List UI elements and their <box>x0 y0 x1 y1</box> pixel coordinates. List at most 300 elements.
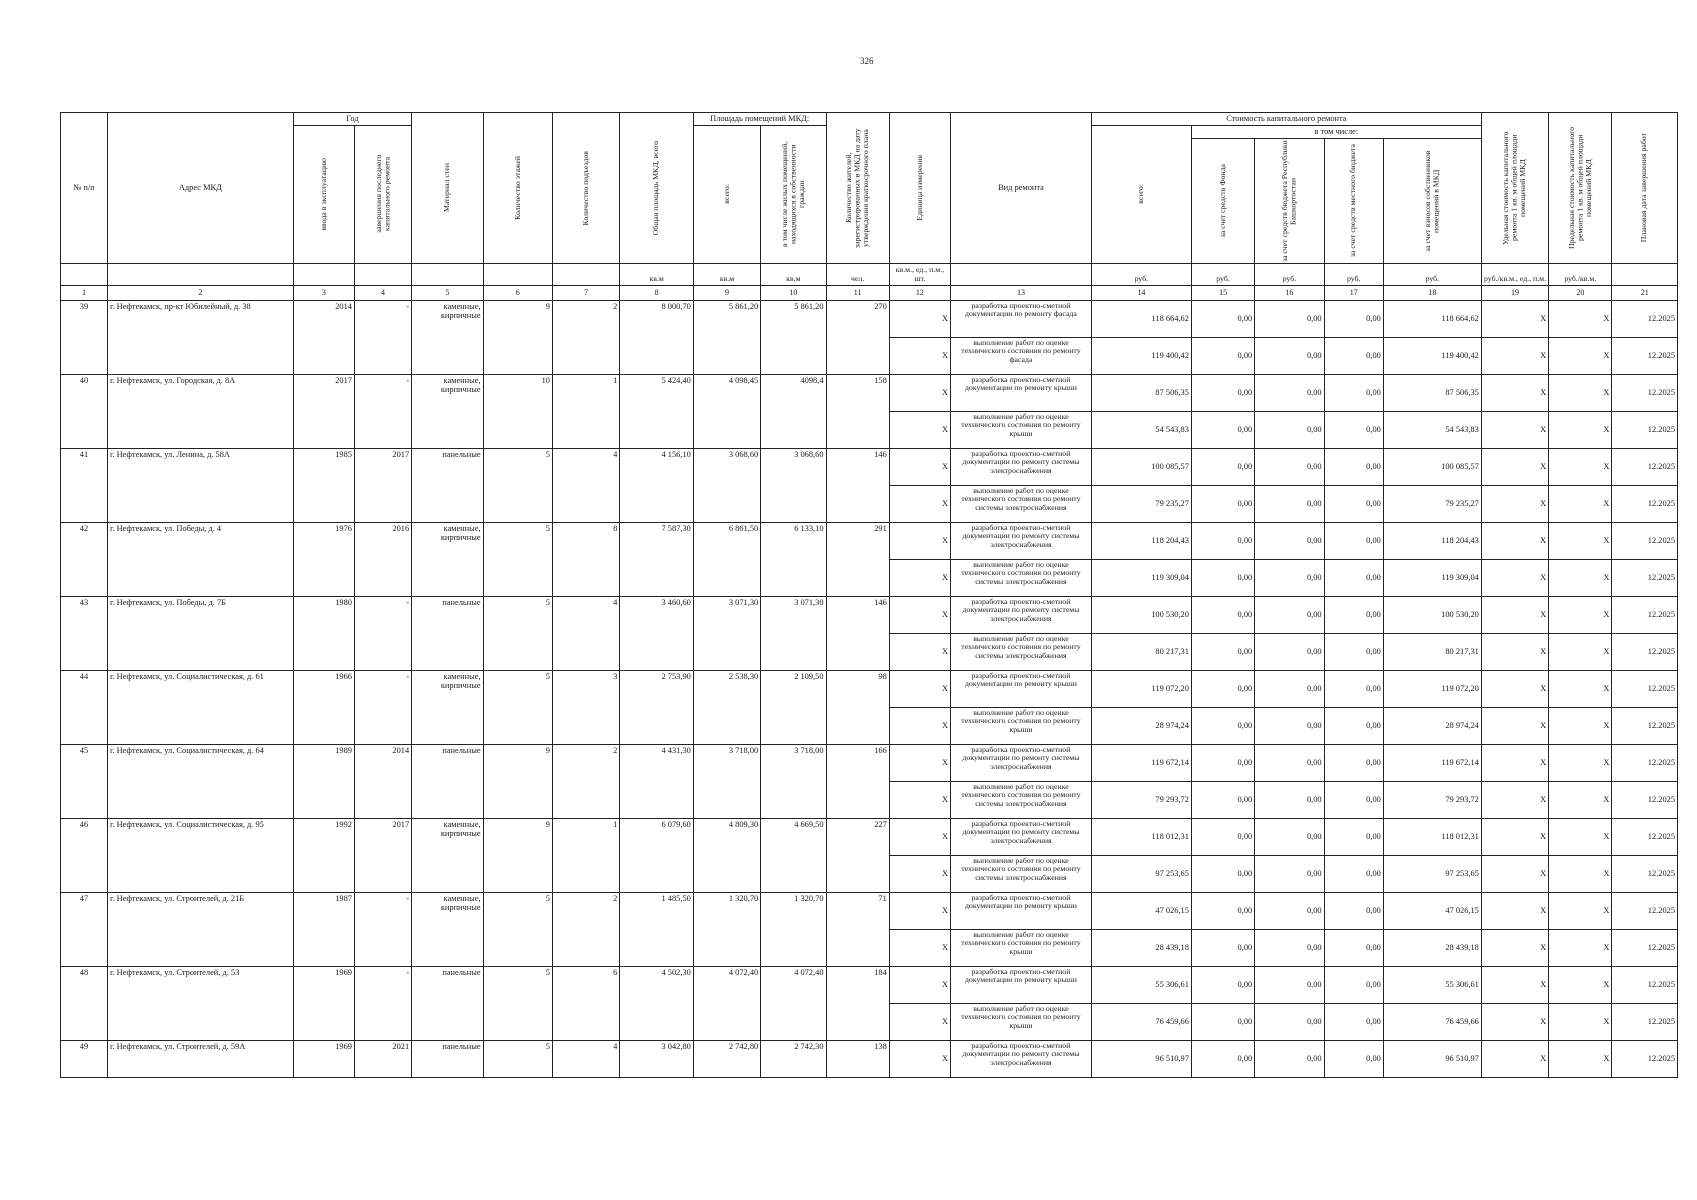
year-commission-cell: 1966 <box>293 670 354 744</box>
year-commission-cell: 1985 <box>293 448 354 522</box>
address-cell: г. Нефтекамск, ул. Строителей, д. 21Б <box>107 892 293 966</box>
cost-total-cell: 79 235,27 <box>1091 485 1191 522</box>
material-cell: каменные, кирпичные <box>412 892 483 966</box>
unit-cell <box>61 263 108 285</box>
material-cell: каменные, кирпичные <box>412 670 483 744</box>
material-cell: панельные <box>412 966 483 1040</box>
cost-local-cell: 0,00 <box>1324 966 1383 1003</box>
unit-mark-cell: X <box>889 485 950 522</box>
header-premises-area: Площадь помещений МКД: <box>693 113 826 126</box>
residents-cell: 166 <box>826 744 889 818</box>
unit-mark-cell: X <box>889 670 950 707</box>
cost-local-cell: 0,00 <box>1324 448 1383 485</box>
max-cost-cell: X <box>1549 966 1612 1003</box>
cost-local-cell: 0,00 <box>1324 300 1383 337</box>
address-cell: г. Нефтекамск, ул. Победы, д. 7Б <box>107 596 293 670</box>
entrances-cell: 8 <box>552 522 619 596</box>
premises-total-cell: 3 718,00 <box>693 744 760 818</box>
cost-total-cell: 119 309,04 <box>1091 559 1191 596</box>
cost-total-cell: 119 400,42 <box>1091 337 1191 374</box>
plan-date-cell: 12.2025 <box>1612 892 1678 929</box>
max-cost-cell: X <box>1549 818 1612 855</box>
floors-cell: 5 <box>483 966 552 1040</box>
repair-type-cell: разработка проектно-сметной документации по ремонту системы электроснабжения <box>951 596 1092 633</box>
cost-republic-cell: 0,00 <box>1255 633 1324 670</box>
specific-cost-cell: X <box>1481 633 1548 670</box>
plan-date-cell: 12.2025 <box>1612 559 1678 596</box>
entrances-cell: 3 <box>552 670 619 744</box>
cost-owners-cell: 119 072,20 <box>1383 670 1481 707</box>
header-local-cell <box>1324 138 1383 263</box>
unit-cell <box>483 263 552 285</box>
plan-date-cell: 12.2025 <box>1612 966 1678 1003</box>
address-cell: г. Нефтекамск, ул. Строителей, д. 53 <box>107 966 293 1040</box>
cost-owners-cell: 118 664,62 <box>1383 300 1481 337</box>
specific-cost-cell: X <box>1481 855 1548 892</box>
year-commission-cell: 1969 <box>293 966 354 1040</box>
year-commission-cell: 2014 <box>293 300 354 374</box>
entrances-cell: 4 <box>552 1040 619 1077</box>
unit-mark-cell: X <box>889 966 950 1003</box>
cost-owners-cell: 76 459,66 <box>1383 1003 1481 1040</box>
cost-fund-cell: 0,00 <box>1191 818 1254 855</box>
cost-local-cell: 0,00 <box>1324 781 1383 818</box>
year-commission-cell: 1976 <box>293 522 354 596</box>
cost-republic-cell: 0,00 <box>1255 1003 1324 1040</box>
plan-date-cell: 12.2025 <box>1612 633 1678 670</box>
plan-date-cell: 12.2025 <box>1612 596 1678 633</box>
entrances-cell: 6 <box>552 966 619 1040</box>
row-number: 45 <box>61 744 108 818</box>
plan-date-cell: 12.2025 <box>1612 485 1678 522</box>
unit-mark-cell: X <box>889 855 950 892</box>
premises-total-cell: 4 098,45 <box>693 374 760 448</box>
residents-cell: 138 <box>826 1040 889 1077</box>
column-number-cell: 9 <box>693 285 760 300</box>
row-number: 48 <box>61 966 108 1040</box>
unit-cell: руб. <box>1091 263 1191 285</box>
cost-republic-cell: 0,00 <box>1255 670 1324 707</box>
unit-cell: руб. <box>1191 263 1254 285</box>
header-year-commission: ввода в эксплуатацию <box>318 157 328 231</box>
max-cost-cell: X <box>1549 707 1612 744</box>
cost-local-cell: 0,00 <box>1324 1040 1383 1077</box>
material-cell: панельные <box>412 596 483 670</box>
header-premises-total-cell <box>693 125 760 263</box>
table-row <box>61 374 1678 411</box>
premises-total-cell: 2 742,80 <box>693 1040 760 1077</box>
column-number-cell: 2 <box>107 285 293 300</box>
cost-owners-cell: 118 204,43 <box>1383 522 1481 559</box>
cost-fund-cell: 0,00 <box>1191 929 1254 966</box>
column-number-cell: 3 <box>293 285 354 300</box>
cost-local-cell: 0,00 <box>1324 670 1383 707</box>
unit-mark-cell: X <box>889 374 950 411</box>
cost-republic-cell: 0,00 <box>1255 707 1324 744</box>
premises-capital-cell: 4098,4 <box>761 374 826 448</box>
header-year-repair-cell <box>354 125 411 263</box>
year-repair-cell: - <box>354 670 411 744</box>
cost-republic-cell: 0,00 <box>1255 411 1324 448</box>
address-cell: г. Нефтекамск, ул. Социалистическая, д. 61 <box>107 670 293 744</box>
header-cost-total-cell <box>1091 125 1191 263</box>
header-entrances-cell <box>552 113 619 264</box>
specific-cost-cell: X <box>1481 596 1548 633</box>
header-premises-total: всего: <box>721 184 731 204</box>
premises-capital-cell: 4 669,50 <box>761 818 826 892</box>
repair-type-cell: выполнение работ по оценке технического состояния по ремонту крыши <box>951 929 1092 966</box>
header-republic: за счет средств бюджета Республики Башкортостан <box>1279 139 1298 262</box>
cost-local-cell: 0,00 <box>1324 818 1383 855</box>
year-repair-cell: 2016 <box>354 522 411 596</box>
header-cost-total: всего: <box>1136 184 1146 204</box>
specific-cost-cell: X <box>1481 1040 1548 1077</box>
year-repair-cell: - <box>354 596 411 670</box>
header-material: Материал стен <box>442 163 452 213</box>
repair-type-cell: разработка проектно-сметной документации по ремонту системы электроснабжения <box>951 1040 1092 1077</box>
header-year: Год <box>293 113 411 126</box>
max-cost-cell: X <box>1549 929 1612 966</box>
total-area-cell: 5 424,40 <box>620 374 693 448</box>
unit-cell <box>552 263 619 285</box>
max-cost-cell: X <box>1549 300 1612 337</box>
unit-mark-cell: X <box>889 1003 950 1040</box>
floors-cell: 10 <box>483 374 552 448</box>
units-row <box>61 263 1678 285</box>
header-address: Адрес МКД <box>107 113 293 264</box>
cost-fund-cell: 0,00 <box>1191 300 1254 337</box>
cost-republic-cell: 0,00 <box>1255 1040 1324 1077</box>
floors-cell: 9 <box>483 744 552 818</box>
cost-republic-cell: 0,00 <box>1255 855 1324 892</box>
floors-cell: 5 <box>483 670 552 744</box>
specific-cost-cell: X <box>1481 485 1548 522</box>
cost-total-cell: 28 439,18 <box>1091 929 1191 966</box>
table-row <box>61 448 1678 485</box>
premises-total-cell: 2 538,30 <box>693 670 760 744</box>
plan-date-cell: 12.2025 <box>1612 1003 1678 1040</box>
cost-fund-cell: 0,00 <box>1191 522 1254 559</box>
residents-cell: 270 <box>826 300 889 374</box>
column-number-cell: 5 <box>412 285 483 300</box>
residents-cell: 227 <box>826 818 889 892</box>
header-residents-cell <box>826 113 889 264</box>
header-owners: за счет взносов собственников помещений в МКД <box>1422 149 1441 252</box>
unit-cell <box>951 263 1092 285</box>
unit-cell: кв.м., ед., п.м., шт. <box>889 263 950 285</box>
year-repair-cell: 2017 <box>354 818 411 892</box>
column-number-cell: 17 <box>1324 285 1383 300</box>
cost-total-cell: 79 293,72 <box>1091 781 1191 818</box>
residents-cell: 71 <box>826 892 889 966</box>
repair-type-cell: выполнение работ по оценке технического состояния по ремонту системы электроснабжения <box>951 855 1092 892</box>
cost-local-cell: 0,00 <box>1324 522 1383 559</box>
cost-republic-cell: 0,00 <box>1255 300 1324 337</box>
cost-total-cell: 100 085,57 <box>1091 448 1191 485</box>
max-cost-cell: X <box>1549 892 1612 929</box>
cost-fund-cell: 0,00 <box>1191 892 1254 929</box>
max-cost-cell: X <box>1549 670 1612 707</box>
cost-republic-cell: 0,00 <box>1255 818 1324 855</box>
cost-republic-cell: 0,00 <box>1255 522 1324 559</box>
cost-owners-cell: 55 306,61 <box>1383 966 1481 1003</box>
material-cell: панельные <box>412 448 483 522</box>
header-repair-type: Вид ремонта <box>951 113 1092 264</box>
header-year-repair: завершения последнего капитального ремонта <box>373 154 392 234</box>
premises-total-cell: 5 861,20 <box>693 300 760 374</box>
specific-cost-cell: X <box>1481 559 1548 596</box>
cost-republic-cell: 0,00 <box>1255 892 1324 929</box>
cost-local-cell: 0,00 <box>1324 1003 1383 1040</box>
floors-cell: 5 <box>483 596 552 670</box>
year-commission-cell: 1969 <box>293 1040 354 1077</box>
cost-local-cell: 0,00 <box>1324 596 1383 633</box>
premises-capital-cell: 3 068,60 <box>761 448 826 522</box>
repair-type-cell: разработка проектно-сметной документации по ремонту системы электроснабжения <box>951 448 1092 485</box>
row-number: 49 <box>61 1040 108 1077</box>
unit-cell: руб. <box>1255 263 1324 285</box>
plan-date-cell: 12.2025 <box>1612 448 1678 485</box>
cost-fund-cell: 0,00 <box>1191 707 1254 744</box>
material-cell: панельные <box>412 744 483 818</box>
cost-owners-cell: 119 672,14 <box>1383 744 1481 781</box>
specific-cost-cell: X <box>1481 892 1548 929</box>
cost-owners-cell: 28 439,18 <box>1383 929 1481 966</box>
repair-type-cell: разработка проектно-сметной документации по ремонту крыши <box>951 892 1092 929</box>
entrances-cell: 4 <box>552 596 619 670</box>
cost-total-cell: 47 026,15 <box>1091 892 1191 929</box>
material-cell: каменные, кирпичные <box>412 374 483 448</box>
unit-mark-cell: X <box>889 818 950 855</box>
entrances-cell: 2 <box>552 300 619 374</box>
table-row <box>61 966 1678 1003</box>
specific-cost-cell: X <box>1481 337 1548 374</box>
premises-capital-cell: 5 861,20 <box>761 300 826 374</box>
repair-type-cell: разработка проектно-сметной документации по ремонту системы электроснабжения <box>951 818 1092 855</box>
cost-owners-cell: 54 543,83 <box>1383 411 1481 448</box>
unit-cell <box>1612 263 1678 285</box>
unit-cell <box>354 263 411 285</box>
unit-cell: руб. <box>1383 263 1481 285</box>
header-unit: Единица измерения <box>914 154 924 221</box>
total-area-cell: 1 485,50 <box>620 892 693 966</box>
repair-type-cell: выполнение работ по оценке технического состояния по ремонту крыши <box>951 411 1092 448</box>
table-row <box>61 892 1678 929</box>
header-max-cost: Предельная стоимость капитального ремонта 1 кв. м общей площади помещений МКД <box>1566 126 1593 249</box>
cost-republic-cell: 0,00 <box>1255 374 1324 411</box>
entrances-cell: 1 <box>552 374 619 448</box>
max-cost-cell: X <box>1549 1003 1612 1040</box>
year-commission-cell: 1989 <box>293 744 354 818</box>
cost-total-cell: 87 506,35 <box>1091 374 1191 411</box>
cost-fund-cell: 0,00 <box>1191 411 1254 448</box>
specific-cost-cell: X <box>1481 448 1548 485</box>
residents-cell: 146 <box>826 448 889 522</box>
premises-total-cell: 3 068,60 <box>693 448 760 522</box>
header-premises-capital-cell <box>761 125 826 263</box>
max-cost-cell: X <box>1549 522 1612 559</box>
unit-mark-cell: X <box>889 707 950 744</box>
total-area-cell: 7 587,30 <box>620 522 693 596</box>
row-number: 41 <box>61 448 108 522</box>
repair-type-cell: выполнение работ по оценке технического состояния по ремонту системы электроснабжения <box>951 559 1092 596</box>
repair-type-cell: разработка проектно-сметной документации по ремонту крыши <box>951 670 1092 707</box>
capital-repair-table <box>60 112 1678 1078</box>
unit-mark-cell: X <box>889 929 950 966</box>
header-floors-cell <box>483 113 552 264</box>
cost-republic-cell: 0,00 <box>1255 744 1324 781</box>
specific-cost-cell: X <box>1481 781 1548 818</box>
total-area-cell: 8 000,70 <box>620 300 693 374</box>
column-number-cell: 21 <box>1612 285 1678 300</box>
row-number: 42 <box>61 522 108 596</box>
table-row <box>61 1040 1678 1077</box>
unit-cell: руб./кв.м., ед., п.м. <box>1481 263 1548 285</box>
specific-cost-cell: X <box>1481 374 1548 411</box>
cost-republic-cell: 0,00 <box>1255 559 1324 596</box>
cost-owners-cell: 100 530,20 <box>1383 596 1481 633</box>
header-year-commission-cell <box>293 125 354 263</box>
premises-total-cell: 4 072,40 <box>693 966 760 1040</box>
column-number-cell: 16 <box>1255 285 1324 300</box>
cost-fund-cell: 0,00 <box>1191 966 1254 1003</box>
row-number: 43 <box>61 596 108 670</box>
column-number-cell: 18 <box>1383 285 1481 300</box>
cost-total-cell: 118 204,43 <box>1091 522 1191 559</box>
year-repair-cell: - <box>354 892 411 966</box>
repair-type-cell: выполнение работ по оценке технического состояния по ремонту крыши <box>951 1003 1092 1040</box>
max-cost-cell: X <box>1549 411 1612 448</box>
entrances-cell: 2 <box>552 744 619 818</box>
repair-type-cell: выполнение работ по оценке технического состояния по ремонту системы электроснабжения <box>951 485 1092 522</box>
material-cell: панельные <box>412 1040 483 1077</box>
plan-date-cell: 12.2025 <box>1612 707 1678 744</box>
cost-fund-cell: 0,00 <box>1191 374 1254 411</box>
max-cost-cell: X <box>1549 559 1612 596</box>
table-row <box>61 744 1678 781</box>
cost-total-cell: 96 510,97 <box>1091 1040 1191 1077</box>
repair-type-cell: разработка проектно-сметной документации по ремонту крыши <box>951 966 1092 1003</box>
header-premises-capital: в том числе жилых помещений, находящихся в собственности граждан <box>779 141 806 247</box>
residents-cell: 291 <box>826 522 889 596</box>
cost-owners-cell: 87 506,35 <box>1383 374 1481 411</box>
table-body <box>61 300 1678 1077</box>
floors-cell: 5 <box>483 448 552 522</box>
cost-owners-cell: 118 012,31 <box>1383 818 1481 855</box>
header-cost-including: в том числе: <box>1191 125 1481 138</box>
address-cell: г. Нефтекамск, ул. Городская, д. 8А <box>107 374 293 448</box>
premises-total-cell: 4 809,30 <box>693 818 760 892</box>
cost-fund-cell: 0,00 <box>1191 448 1254 485</box>
header-entrances: Количество подъездов <box>580 150 590 225</box>
cost-fund-cell: 0,00 <box>1191 596 1254 633</box>
cost-local-cell: 0,00 <box>1324 744 1383 781</box>
max-cost-cell: X <box>1549 633 1612 670</box>
specific-cost-cell: X <box>1481 670 1548 707</box>
residents-cell: 158 <box>826 374 889 448</box>
specific-cost-cell: X <box>1481 522 1548 559</box>
unit-mark-cell: X <box>889 300 950 337</box>
premises-capital-cell: 4 072,40 <box>761 966 826 1040</box>
header-fund: за счет средств Фонда <box>1217 163 1227 238</box>
year-repair-cell: 2021 <box>354 1040 411 1077</box>
premises-capital-cell: 2 742,30 <box>761 1040 826 1077</box>
max-cost-cell: X <box>1549 448 1612 485</box>
cost-local-cell: 0,00 <box>1324 411 1383 448</box>
unit-cell <box>412 263 483 285</box>
address-cell: г. Нефтекамск, пр-кт Юбилейный, д. 38 <box>107 300 293 374</box>
premises-capital-cell: 3 071,30 <box>761 596 826 670</box>
unit-mark-cell: X <box>889 448 950 485</box>
cost-republic-cell: 0,00 <box>1255 337 1324 374</box>
year-commission-cell: 1992 <box>293 818 354 892</box>
column-number-cell: 11 <box>826 285 889 300</box>
header-fund-cell <box>1191 138 1254 263</box>
unit-mark-cell: X <box>889 596 950 633</box>
cost-republic-cell: 0,00 <box>1255 966 1324 1003</box>
repair-type-cell: выполнение работ по оценке технического состояния по ремонту фасада <box>951 337 1092 374</box>
specific-cost-cell: X <box>1481 300 1548 337</box>
cost-total-cell: 76 459,66 <box>1091 1003 1191 1040</box>
material-cell: каменные, кирпичные <box>412 522 483 596</box>
unit-mark-cell: X <box>889 1040 950 1077</box>
unit-cell: кв.м <box>693 263 760 285</box>
cost-republic-cell: 0,00 <box>1255 781 1324 818</box>
table-header <box>61 113 1678 301</box>
header-republic-cell <box>1255 138 1324 263</box>
unit-mark-cell: X <box>889 559 950 596</box>
floors-cell: 5 <box>483 892 552 966</box>
specific-cost-cell: X <box>1481 966 1548 1003</box>
cost-fund-cell: 0,00 <box>1191 670 1254 707</box>
table-row <box>61 300 1678 337</box>
cost-local-cell: 0,00 <box>1324 374 1383 411</box>
column-number-cell: 15 <box>1191 285 1254 300</box>
cost-fund-cell: 0,00 <box>1191 781 1254 818</box>
cost-owners-cell: 80 217,31 <box>1383 633 1481 670</box>
cost-republic-cell: 0,00 <box>1255 929 1324 966</box>
floors-cell: 5 <box>483 522 552 596</box>
floors-cell: 9 <box>483 818 552 892</box>
specific-cost-cell: X <box>1481 744 1548 781</box>
plan-date-cell: 12.2025 <box>1612 818 1678 855</box>
year-repair-cell: - <box>354 374 411 448</box>
year-commission-cell: 1987 <box>293 892 354 966</box>
max-cost-cell: X <box>1549 781 1612 818</box>
plan-date-cell: 12.2025 <box>1612 411 1678 448</box>
page-number: 326 <box>860 56 874 66</box>
total-area-cell: 3 460,60 <box>620 596 693 670</box>
plan-date-cell: 12.2025 <box>1612 300 1678 337</box>
cost-fund-cell: 0,00 <box>1191 1040 1254 1077</box>
cost-total-cell: 80 217,31 <box>1091 633 1191 670</box>
cost-fund-cell: 0,00 <box>1191 744 1254 781</box>
column-number-cell: 12 <box>889 285 950 300</box>
header-plan-date: Плановая дата завершения работ <box>1639 133 1649 243</box>
entrances-cell: 2 <box>552 892 619 966</box>
column-number-cell: 19 <box>1481 285 1548 300</box>
row-number: 39 <box>61 300 108 374</box>
plan-date-cell: 12.2025 <box>1612 929 1678 966</box>
table-row <box>61 818 1678 855</box>
unit-cell: кв.м <box>761 263 826 285</box>
repair-type-cell: выполнение работ по оценке технического состояния по ремонту крыши <box>951 707 1092 744</box>
unit-mark-cell: X <box>889 411 950 448</box>
material-cell: каменные, кирпичные <box>412 300 483 374</box>
cost-local-cell: 0,00 <box>1324 855 1383 892</box>
plan-date-cell: 12.2025 <box>1612 670 1678 707</box>
header-cost: Стоимость капитального ремонта <box>1091 113 1481 126</box>
